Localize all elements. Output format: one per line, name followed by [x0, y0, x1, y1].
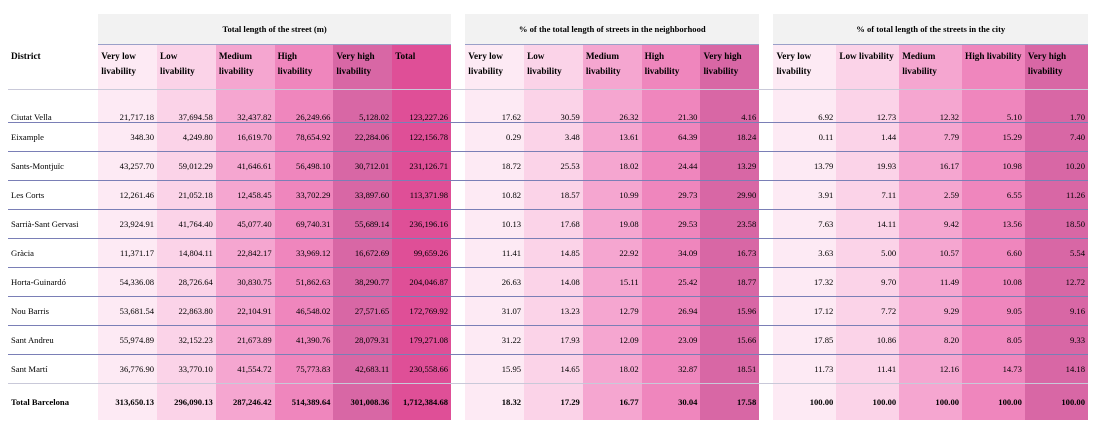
neighborhood-percent-cell: 34.09: [642, 239, 701, 268]
length-cell: 231,126.71: [392, 152, 451, 181]
city-percent-cell: 14.18: [1025, 355, 1088, 384]
neighborhood-percent-cell: 16.77: [583, 384, 642, 420]
city-percent-cell: 9.33: [1025, 326, 1088, 355]
length-cell: 30,830.75: [216, 268, 275, 297]
city-percent-cell: 10.57: [899, 239, 962, 268]
city-percent-cell: 7.11: [836, 181, 899, 210]
length-cell: 30,712.01: [333, 152, 392, 181]
length-cell: 46,548.02: [275, 297, 334, 326]
length-cell: 36,776.90: [98, 355, 157, 384]
city-percent-cell: 10.08: [962, 268, 1025, 297]
spacer: [759, 355, 773, 384]
neighborhood-percent-cell: 18.02: [583, 152, 642, 181]
city-percent-cell: 0.11: [773, 123, 836, 152]
neighborhood-percent-cell: 25.53: [524, 152, 583, 181]
city-percent-cell: 1.70: [1025, 90, 1088, 123]
neighborhood-percent-cell: 10.13: [465, 210, 524, 239]
city-percent-cell: 12.73: [836, 90, 899, 123]
length-cell: 33,969.12: [275, 239, 334, 268]
city-percent-cell: 11.73: [773, 355, 836, 384]
district-name: Sant Martí: [8, 355, 98, 384]
length-cell: 55,974.89: [98, 326, 157, 355]
length-cell: 41,764.40: [157, 210, 216, 239]
column-header-nb-very-low: Very low livability: [465, 45, 524, 90]
spacer: [759, 90, 773, 123]
city-percent-cell: 15.29: [962, 123, 1025, 152]
neighborhood-percent-cell: 13.61: [583, 123, 642, 152]
neighborhood-percent-cell: 23.58: [700, 210, 759, 239]
city-percent-cell: 13.79: [773, 152, 836, 181]
neighborhood-percent-cell: 30.04: [642, 384, 701, 420]
length-cell: 179,271.08: [392, 326, 451, 355]
neighborhood-percent-cell: 32.87: [642, 355, 701, 384]
length-cell: 5,128.02: [333, 90, 392, 123]
column-header-city-low: Low livability: [836, 45, 899, 90]
district-name: Horta-Guinardó: [8, 268, 98, 297]
city-percent-cell: 16.17: [899, 152, 962, 181]
city-percent-cell: 17.32: [773, 268, 836, 297]
city-percent-cell: 19.93: [836, 152, 899, 181]
length-cell: 16,619.70: [216, 123, 275, 152]
length-cell: 22,284.06: [333, 123, 392, 152]
spacer: [451, 210, 465, 239]
spacer: [759, 239, 773, 268]
length-cell: 313,650.13: [98, 384, 157, 420]
spacer: [451, 45, 465, 90]
spacer: [451, 297, 465, 326]
length-cell: 41,390.76: [275, 326, 334, 355]
column-header-city-high: High livability: [962, 45, 1025, 90]
neighborhood-percent-cell: 13.23: [524, 297, 583, 326]
length-cell: 296,090.13: [157, 384, 216, 420]
group-header-neighborhood-percent: % of the total length of streets in the neighborhood: [465, 14, 759, 45]
table-footer: [8, 384, 1088, 420]
spacer: [759, 297, 773, 326]
column-header-city-very-high: Very high livability: [1025, 45, 1088, 90]
city-percent-cell: 10.98: [962, 152, 1025, 181]
neighborhood-percent-cell: 15.96: [700, 297, 759, 326]
table-row: [8, 326, 1088, 355]
neighborhood-percent-cell: 26.32: [583, 90, 642, 123]
city-percent-cell: 6.60: [962, 239, 1025, 268]
neighborhood-percent-cell: 64.39: [642, 123, 701, 152]
length-cell: 287,246.42: [216, 384, 275, 420]
neighborhood-percent-cell: 18.24: [700, 123, 759, 152]
city-percent-cell: 12.16: [899, 355, 962, 384]
city-percent-cell: 7.72: [836, 297, 899, 326]
column-header-length-low: Low livability: [157, 45, 216, 90]
neighborhood-percent-cell: 18.77: [700, 268, 759, 297]
length-cell: 41,646.61: [216, 152, 275, 181]
group-header-city-percent: % of total length of the streets in the city: [773, 14, 1088, 45]
length-cell: 59,012.29: [157, 152, 216, 181]
column-header-length-high: High livability: [275, 45, 334, 90]
neighborhood-percent-cell: 14.85: [524, 239, 583, 268]
column-header-nb-high: High livability: [642, 45, 701, 90]
district-name: Sants-Montjuïc: [8, 152, 98, 181]
spacer: [759, 326, 773, 355]
length-cell: 514,389.64: [275, 384, 334, 420]
neighborhood-percent-cell: 10.99: [583, 181, 642, 210]
neighborhood-percent-cell: 12.79: [583, 297, 642, 326]
length-cell: 4,249.80: [157, 123, 216, 152]
length-cell: 33,897.60: [333, 181, 392, 210]
neighborhood-percent-cell: 31.22: [465, 326, 524, 355]
neighborhood-percent-cell: 14.08: [524, 268, 583, 297]
length-cell: 14,804.11: [157, 239, 216, 268]
table-row: [8, 181, 1088, 210]
length-cell: 33,770.10: [157, 355, 216, 384]
length-cell: 23,924.91: [98, 210, 157, 239]
city-percent-cell: 11.41: [836, 355, 899, 384]
city-percent-cell: 6.55: [962, 181, 1025, 210]
length-cell: 41,554.72: [216, 355, 275, 384]
column-header-city-medium: Medium livability: [899, 45, 962, 90]
length-cell: 122,156.78: [392, 123, 451, 152]
column-header-city-very-low: Very low livability: [773, 45, 836, 90]
city-percent-cell: 100.00: [1025, 384, 1088, 420]
district-name: Eixample: [8, 123, 98, 152]
length-cell: 21,717.18: [98, 90, 157, 123]
city-percent-cell: 18.50: [1025, 210, 1088, 239]
length-cell: 22,104.91: [216, 297, 275, 326]
city-percent-cell: 12.32: [899, 90, 962, 123]
spacer: [759, 152, 773, 181]
neighborhood-percent-cell: 14.65: [524, 355, 583, 384]
neighborhood-percent-cell: 15.66: [700, 326, 759, 355]
length-cell: 53,681.54: [98, 297, 157, 326]
city-percent-cell: 9.29: [899, 297, 962, 326]
city-percent-cell: 7.79: [899, 123, 962, 152]
district-name: Sant Andreu: [8, 326, 98, 355]
length-cell: 28,079.31: [333, 326, 392, 355]
spacer: [759, 123, 773, 152]
city-percent-cell: 9.05: [962, 297, 1025, 326]
city-percent-cell: 1.44: [836, 123, 899, 152]
length-cell: 348.30: [98, 123, 157, 152]
city-percent-cell: 9.42: [899, 210, 962, 239]
spacer: [759, 45, 773, 90]
length-cell: 33,702.29: [275, 181, 334, 210]
neighborhood-percent-cell: 29.53: [642, 210, 701, 239]
spacer: [759, 210, 773, 239]
neighborhood-percent-cell: 17.62: [465, 90, 524, 123]
neighborhood-percent-cell: 18.51: [700, 355, 759, 384]
city-percent-cell: 10.20: [1025, 152, 1088, 181]
neighborhood-percent-cell: 4.16: [700, 90, 759, 123]
length-cell: 16,672.69: [333, 239, 392, 268]
length-cell: 32,437.82: [216, 90, 275, 123]
spacer: [451, 90, 465, 123]
neighborhood-percent-cell: 29.73: [642, 181, 701, 210]
district-name: Nou Barris: [8, 297, 98, 326]
district-name: Total Barcelona: [8, 384, 98, 420]
city-percent-cell: 9.70: [836, 268, 899, 297]
spacer: [451, 326, 465, 355]
city-percent-cell: 100.00: [773, 384, 836, 420]
length-cell: 56,498.10: [275, 152, 334, 181]
neighborhood-percent-cell: 31.07: [465, 297, 524, 326]
neighborhood-percent-cell: 16.73: [700, 239, 759, 268]
length-cell: 22,863.80: [157, 297, 216, 326]
city-percent-cell: 8.05: [962, 326, 1025, 355]
district-name: Gràcia: [8, 239, 98, 268]
city-percent-cell: 9.16: [1025, 297, 1088, 326]
column-header-length-very-high: Very high livability: [333, 45, 392, 90]
city-percent-cell: 100.00: [836, 384, 899, 420]
length-cell: 12,261.46: [98, 181, 157, 210]
neighborhood-percent-cell: 24.44: [642, 152, 701, 181]
length-cell: 75,773.83: [275, 355, 334, 384]
neighborhood-percent-cell: 22.92: [583, 239, 642, 268]
spacer: [759, 268, 773, 297]
length-cell: 32,152.23: [157, 326, 216, 355]
neighborhood-percent-cell: 0.29: [465, 123, 524, 152]
corner-cell: [8, 14, 98, 45]
length-cell: 69,740.31: [275, 210, 334, 239]
total-row: [8, 384, 1088, 420]
table-row: [8, 239, 1088, 268]
spacer: [759, 384, 773, 420]
livability-table: [8, 14, 1088, 420]
table-row: [8, 90, 1088, 123]
column-header-length-medium: Medium livability: [216, 45, 275, 90]
length-cell: 26,249.66: [275, 90, 334, 123]
length-cell: 45,077.40: [216, 210, 275, 239]
length-cell: 38,290.77: [333, 268, 392, 297]
column-header-length-very-low: Very low livability: [98, 45, 157, 90]
length-cell: 230,558.66: [392, 355, 451, 384]
length-cell: 78,654.92: [275, 123, 334, 152]
group-header-street-length: Total length of the street (m): [98, 14, 451, 45]
neighborhood-percent-cell: 12.09: [583, 326, 642, 355]
neighborhood-percent-cell: 15.95: [465, 355, 524, 384]
length-cell: 42,683.11: [333, 355, 392, 384]
neighborhood-percent-cell: 30.59: [524, 90, 583, 123]
spacer: [451, 355, 465, 384]
length-cell: 172,769.92: [392, 297, 451, 326]
length-cell: 22,842.17: [216, 239, 275, 268]
neighborhood-percent-cell: 23.09: [642, 326, 701, 355]
city-percent-cell: 100.00: [899, 384, 962, 420]
column-header-nb-medium: Medium livability: [583, 45, 642, 90]
city-percent-cell: 2.59: [899, 181, 962, 210]
city-percent-cell: 5.54: [1025, 239, 1088, 268]
column-header-nb-very-high: Very high livability: [700, 45, 759, 90]
length-cell: 113,371.98: [392, 181, 451, 210]
city-percent-cell: 7.40: [1025, 123, 1088, 152]
length-cell: 37,694.58: [157, 90, 216, 123]
spacer: [451, 181, 465, 210]
neighborhood-percent-cell: 17.68: [524, 210, 583, 239]
neighborhood-percent-cell: 26.94: [642, 297, 701, 326]
length-cell: 21,673.89: [216, 326, 275, 355]
neighborhood-percent-cell: 17.93: [524, 326, 583, 355]
spacer: [451, 14, 465, 45]
length-cell: 54,336.08: [98, 268, 157, 297]
neighborhood-percent-cell: 18.32: [465, 384, 524, 420]
city-percent-cell: 3.91: [773, 181, 836, 210]
table-row: [8, 355, 1088, 384]
length-cell: 51,862.63: [275, 268, 334, 297]
city-percent-cell: 10.86: [836, 326, 899, 355]
district-name: Ciutat Vella: [8, 90, 98, 123]
city-percent-cell: 7.63: [773, 210, 836, 239]
city-percent-cell: 5.10: [962, 90, 1025, 123]
length-cell: 28,726.64: [157, 268, 216, 297]
neighborhood-percent-cell: 11.41: [465, 239, 524, 268]
neighborhood-percent-cell: 17.58: [700, 384, 759, 420]
table-body: [8, 90, 1088, 384]
city-percent-cell: 14.11: [836, 210, 899, 239]
city-percent-cell: 11.49: [899, 268, 962, 297]
spacer: [759, 14, 773, 45]
length-cell: 123,227.26: [392, 90, 451, 123]
neighborhood-percent-cell: 18.72: [465, 152, 524, 181]
spacer: [451, 123, 465, 152]
table-row: [8, 297, 1088, 326]
neighborhood-percent-cell: 26.63: [465, 268, 524, 297]
neighborhood-percent-cell: 21.30: [642, 90, 701, 123]
column-header-district: District: [8, 45, 98, 90]
length-cell: 204,046.87: [392, 268, 451, 297]
neighborhood-percent-cell: 3.48: [524, 123, 583, 152]
table-row: [8, 268, 1088, 297]
neighborhood-percent-cell: 19.08: [583, 210, 642, 239]
length-cell: 99,659.26: [392, 239, 451, 268]
city-percent-cell: 100.00: [962, 384, 1025, 420]
neighborhood-percent-cell: 18.02: [583, 355, 642, 384]
spacer: [451, 152, 465, 181]
length-cell: 43,257.70: [98, 152, 157, 181]
length-cell: 55,689.14: [333, 210, 392, 239]
neighborhood-percent-cell: 18.57: [524, 181, 583, 210]
length-cell: 11,371.17: [98, 239, 157, 268]
city-percent-cell: 5.00: [836, 239, 899, 268]
neighborhood-percent-cell: 10.82: [465, 181, 524, 210]
table-row: [8, 123, 1088, 152]
district-name: Les Corts: [8, 181, 98, 210]
city-percent-cell: 12.72: [1025, 268, 1088, 297]
column-header-length-total: Total: [392, 45, 451, 90]
city-percent-cell: 11.26: [1025, 181, 1088, 210]
length-cell: 301,008.36: [333, 384, 392, 420]
city-percent-cell: 13.56: [962, 210, 1025, 239]
city-percent-cell: 17.12: [773, 297, 836, 326]
city-percent-cell: 14.73: [962, 355, 1025, 384]
length-cell: 21,052.18: [157, 181, 216, 210]
spacer: [451, 268, 465, 297]
table-row: [8, 210, 1088, 239]
spacer: [759, 181, 773, 210]
neighborhood-percent-cell: 17.29: [524, 384, 583, 420]
length-cell: 27,571.65: [333, 297, 392, 326]
length-cell: 236,196.16: [392, 210, 451, 239]
city-percent-cell: 8.20: [899, 326, 962, 355]
neighborhood-percent-cell: 13.29: [700, 152, 759, 181]
city-percent-cell: 6.92: [773, 90, 836, 123]
column-header-nb-low: Low livability: [524, 45, 583, 90]
district-name: Sarrià-Sant Gervasi: [8, 210, 98, 239]
spacer: [451, 384, 465, 420]
neighborhood-percent-cell: 29.90: [700, 181, 759, 210]
neighborhood-percent-cell: 15.11: [583, 268, 642, 297]
table-row: [8, 152, 1088, 181]
city-percent-cell: 3.63: [773, 239, 836, 268]
city-percent-cell: 17.85: [773, 326, 836, 355]
length-cell: 1,712,384.68: [392, 384, 451, 420]
spacer: [451, 239, 465, 268]
length-cell: 12,458.45: [216, 181, 275, 210]
neighborhood-percent-cell: 25.42: [642, 268, 701, 297]
